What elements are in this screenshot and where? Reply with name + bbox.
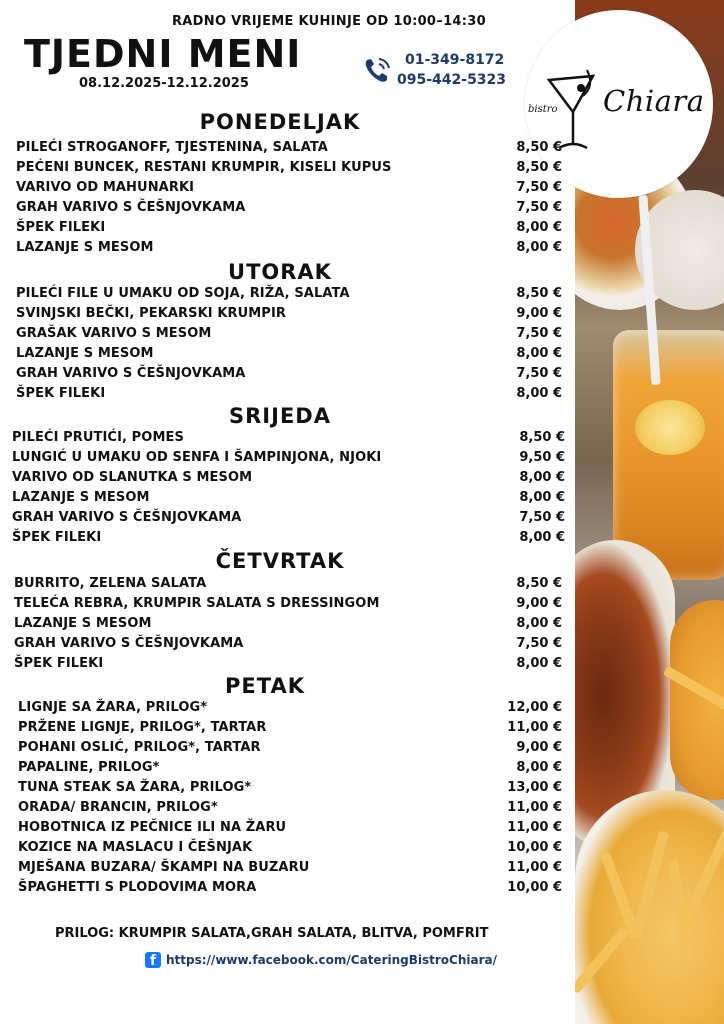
- menu-item-price: 8,00 €: [519, 470, 565, 485]
- menu-item-name: ŠPEK FILEKI: [16, 386, 106, 401]
- menu-item-price: 7,50 €: [516, 200, 562, 215]
- page-title: TJEDNI MENI: [24, 32, 302, 76]
- menu-item-name: ŠPEK FILEKI: [16, 220, 106, 235]
- menu-item-name: GRAH VARIVO S ČEŠNJOVKAMA: [12, 510, 242, 525]
- menu-item-price: 8,00 €: [516, 346, 562, 361]
- day-heading-5: PETAK: [225, 674, 305, 698]
- day-heading-1: PONEDELJAK: [199, 110, 361, 134]
- menu-item-price: 11,00 €: [507, 860, 562, 875]
- menu-item-price: 11,00 €: [507, 800, 562, 815]
- menu-item-name: MJEŠANA BUZARA/ ŠKAMPI NA BUZARU: [18, 860, 310, 875]
- menu-item-name: LIGNJE SA ŽARA, PRILOG*: [18, 700, 208, 715]
- menu-item-name: GRAH VARIVO S ČEŠNJOVKAMA: [16, 200, 246, 215]
- menu-item-name: BURRITO, ZELENA SALATA: [14, 576, 207, 591]
- menu-item-name: PILEĆI FILE U UMAKU OD SOJA, RIŽA, SALATA: [16, 286, 350, 301]
- menu-item-price: 8,50 €: [516, 140, 562, 155]
- menu-item-price: 8,00 €: [516, 760, 562, 775]
- menu-item-name: TUNA STEAK SA ŽARA, PRILOG*: [18, 780, 252, 795]
- menu-item-price: 7,50 €: [516, 326, 562, 341]
- menu-item-name: PAPALINE, PRILOG*: [18, 760, 160, 775]
- menu-dates: 08.12.2025-12.12.2025: [79, 76, 249, 91]
- menu-item-price: 9,00 €: [516, 596, 562, 611]
- menu-item-price: 8,50 €: [516, 576, 562, 591]
- menu-item-price: 7,50 €: [516, 180, 562, 195]
- menu-item-name: KOZICE NA MASLACU I ČEŠNJAK: [18, 840, 253, 855]
- menu-item-price: 11,00 €: [507, 820, 562, 835]
- menu-item-price: 10,00 €: [507, 840, 562, 855]
- menu-item-name: LAZANJE S MESOM: [16, 240, 154, 255]
- menu-item-price: 10,00 €: [507, 880, 562, 895]
- side-dishes-note: PRILOG: KRUMPIR SALATA,GRAH SALATA, BLITVA, POMFRIT: [55, 926, 489, 941]
- menu-item-name: PRŽENE LIGNJE, PRILOG*, TARTAR: [18, 720, 267, 735]
- phone-icon: [362, 56, 392, 86]
- menu-item-name: LUNGIĆ U UMAKU OD SENFA I ŠAMPINJONA, NJOKI: [12, 450, 382, 465]
- menu-item-price: 12,00 €: [507, 700, 562, 715]
- menu-item-name: HOBOTNICA IZ PEČNICE ILI NA ŽARU: [18, 820, 287, 835]
- menu-item-price: 8,00 €: [516, 656, 562, 671]
- menu-item-name: LAZANJE S MESOM: [14, 616, 152, 631]
- menu-item-price: 8,00 €: [516, 616, 562, 631]
- menu-item-name: GRAŠAK VARIVO S MESOM: [16, 326, 212, 341]
- menu-item-name: SVINJSKI BEČKI, PEKARSKI KRUMPIR: [16, 306, 286, 321]
- day-heading-2: UTORAK: [228, 260, 332, 284]
- logo-bistro-text: bistro: [528, 104, 558, 115]
- menu-item-price: 8,00 €: [516, 240, 562, 255]
- menu-item-price: 7,50 €: [516, 366, 562, 381]
- menu-item-price: 11,00 €: [507, 720, 562, 735]
- day-heading-4: ČETVRTAK: [215, 549, 345, 573]
- menu-item-name: TELEĆA REBRA, KRUMPIR SALATA S DRESSINGOM: [14, 596, 380, 611]
- phone-number-1[interactable]: 01-349-8172: [405, 52, 505, 68]
- menu-item-name: GRAH VARIVO S ČEŠNJOVKAMA: [16, 366, 246, 381]
- facebook-icon[interactable]: f: [145, 952, 161, 968]
- menu-item-price: 8,00 €: [519, 530, 565, 545]
- menu-item-price: 9,00 €: [516, 306, 562, 321]
- fries-plate-bottom: [575, 790, 724, 1024]
- menu-item-name: ORADA/ BRANCIN, PRILOG*: [18, 800, 218, 815]
- menu-item-name: ŠPEK FILEKI: [12, 530, 102, 545]
- menu-item-price: 8,50 €: [519, 430, 565, 445]
- menu-item-name: PEĆENI BUNCEK, RESTANI KRUMPIR, KISELI KUPUS: [16, 160, 392, 175]
- menu-item-price: 8,50 €: [516, 160, 562, 175]
- menu-item-price: 9,00 €: [516, 740, 562, 755]
- lemon-slice: [635, 400, 705, 455]
- menu-item-name: GRAH VARIVO S ČEŠNJOVKAMA: [14, 636, 244, 651]
- menu-item-name: VARIVO OD SLANUTKA S MESOM: [12, 470, 253, 485]
- menu-item-name: LAZANJE S MESOM: [12, 490, 150, 505]
- logo-name-text: Chiara: [603, 84, 705, 118]
- menu-item-price: 13,00 €: [507, 780, 562, 795]
- phone-number-2[interactable]: 095-442-5323: [397, 72, 507, 88]
- menu-item-price: 7,50 €: [516, 636, 562, 651]
- menu-item-price: 8,00 €: [516, 220, 562, 235]
- menu-item-price: 7,50 €: [519, 510, 565, 525]
- menu-item-price: 8,50 €: [516, 286, 562, 301]
- day-heading-3: SRIJEDA: [229, 404, 331, 428]
- menu-item-price: 9,50 €: [519, 450, 565, 465]
- menu-item-name: ŠPAGHETTI S PLODOVIMA MORA: [18, 880, 257, 895]
- menu-item-name: PILEĆI STROGANOFF, TJESTENINA, SALATA: [16, 140, 328, 155]
- menu-item-name: POHANI OSLIĆ, PRILOG*, TARTAR: [18, 740, 261, 755]
- facebook-link[interactable]: https://www.facebook.com/CateringBistroChiara/: [166, 953, 497, 967]
- menu-item-price: 8,00 €: [519, 490, 565, 505]
- menu-item-price: 8,00 €: [516, 386, 562, 401]
- menu-item-name: VARIVO OD MAHUNARKI: [16, 180, 195, 195]
- menu-item-name: ŠPEK FILEKI: [14, 656, 104, 671]
- menu-item-name: PILEĆI PRUTIĆI, POMES: [12, 430, 184, 445]
- kitchen-hours: RADNO VRIJEME KUHINJE OD 10:00–14:30: [172, 14, 486, 29]
- menu-item-name: LAZANJE S MESOM: [16, 346, 154, 361]
